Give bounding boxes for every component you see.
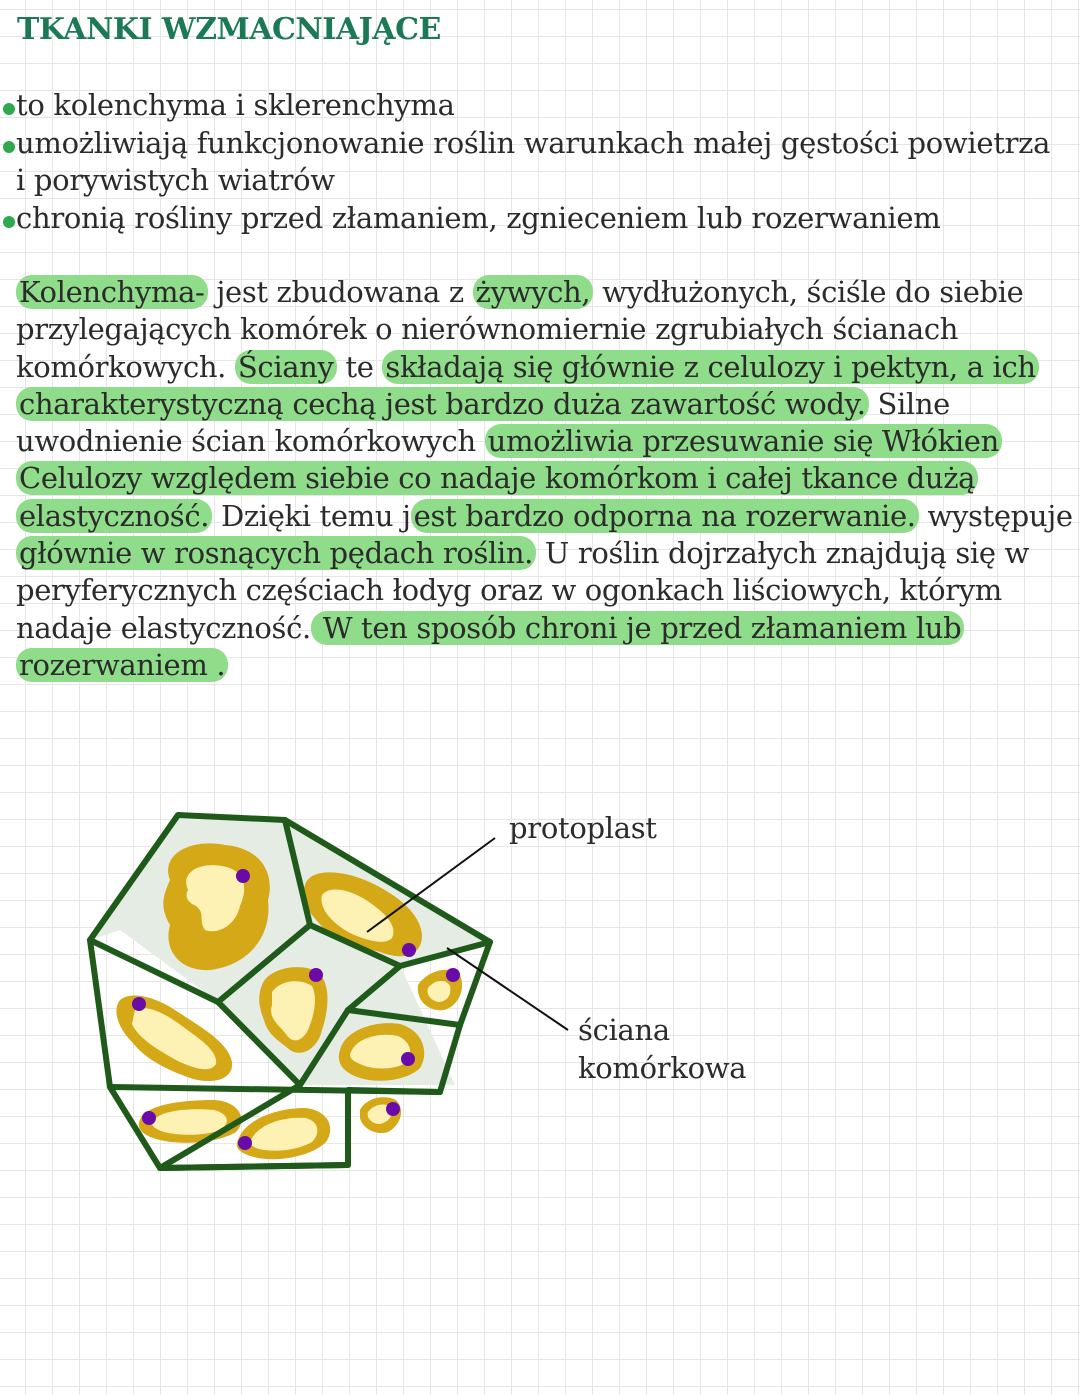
paragraph-text: Silne uwodnienie ścian komórkowych	[16, 386, 950, 459]
kolenchyma-paragraph	[16, 274, 1078, 684]
highlight-text: umożliwia przesuwanie się Włókien Celulozy względem siebie co nadaje komórkom i całej tkance dużą elastyczność.	[16, 424, 1002, 533]
paragraph-text: występuje	[918, 498, 1073, 533]
highlight-term: Kolenchyma-	[16, 275, 208, 309]
bullet-dot-icon	[3, 216, 15, 228]
highlight-text: Ściany	[235, 350, 337, 384]
bullet-item	[0, 125, 1060, 200]
paragraph-text: U roślin dojrzałych znajdują się w peryferycznych częściach łodyg oraz w ogonkach liściowych, którym nadaje elastyczność.	[16, 536, 1030, 645]
cell-wall-label-line2: komórkowa	[578, 1051, 747, 1085]
bullet-list	[0, 87, 1060, 237]
nucleus-icon	[446, 968, 460, 982]
paragraph-text: Dzięki temu j	[212, 498, 411, 533]
highlight-text: W ten sposób chroni je przed złamaniem lub rozerwaniem .	[16, 611, 964, 682]
bullet-text: to kolenchyma i sklerenchyma	[16, 88, 455, 122]
highlight-text: est bardzo odporna na rozerwanie.	[411, 499, 919, 533]
paragraph-text: wydłużonych, ściśle do siebie przylegających komórek o nierównomiernie zgrubiałych ścianach komórkowych.	[16, 275, 1024, 384]
cell-wall	[110, 1087, 440, 1092]
nucleus-icon	[401, 1052, 415, 1066]
nucleus-icon	[386, 1102, 400, 1116]
bullet-dot-icon	[3, 103, 15, 115]
paragraph-text: jest zbudowana z	[207, 275, 473, 309]
nucleus-icon	[236, 869, 250, 883]
paragraph-text: te	[336, 349, 383, 384]
nucleus-icon	[238, 1136, 252, 1150]
bullet-text: umożliwiają funkcjonowanie roślin warunkach małej gęstości powietrza i porywistych wiatrów	[16, 125, 1051, 197]
highlight-text: składają się głównie z celulozy i pektyn, a ich charakterystyczną cechą jest bardzo duża zawartość wody.	[16, 350, 1039, 421]
bullet-dot-icon	[3, 141, 15, 153]
protoplast-label: protoplast	[509, 811, 657, 845]
nucleus-icon	[142, 1111, 156, 1125]
highlight-text: głównie w rosnących pędach roślin.	[16, 536, 536, 570]
nucleus-icon	[402, 943, 416, 957]
highlight-text: żywych,	[473, 275, 594, 309]
nucleus-icon	[132, 997, 146, 1011]
cell-wall-label-line1: ściana	[578, 1013, 670, 1047]
nucleus-icon	[309, 968, 323, 982]
page-title: TKANKI WZMACNIAJĄCE	[17, 12, 441, 47]
bullet-text: chronią rośliny przed złamaniem, zgnieceniem lub rozerwaniem	[16, 200, 941, 235]
bullet-item	[0, 87, 1060, 125]
cell-wall	[160, 1165, 348, 1168]
bullet-item	[0, 200, 1060, 238]
